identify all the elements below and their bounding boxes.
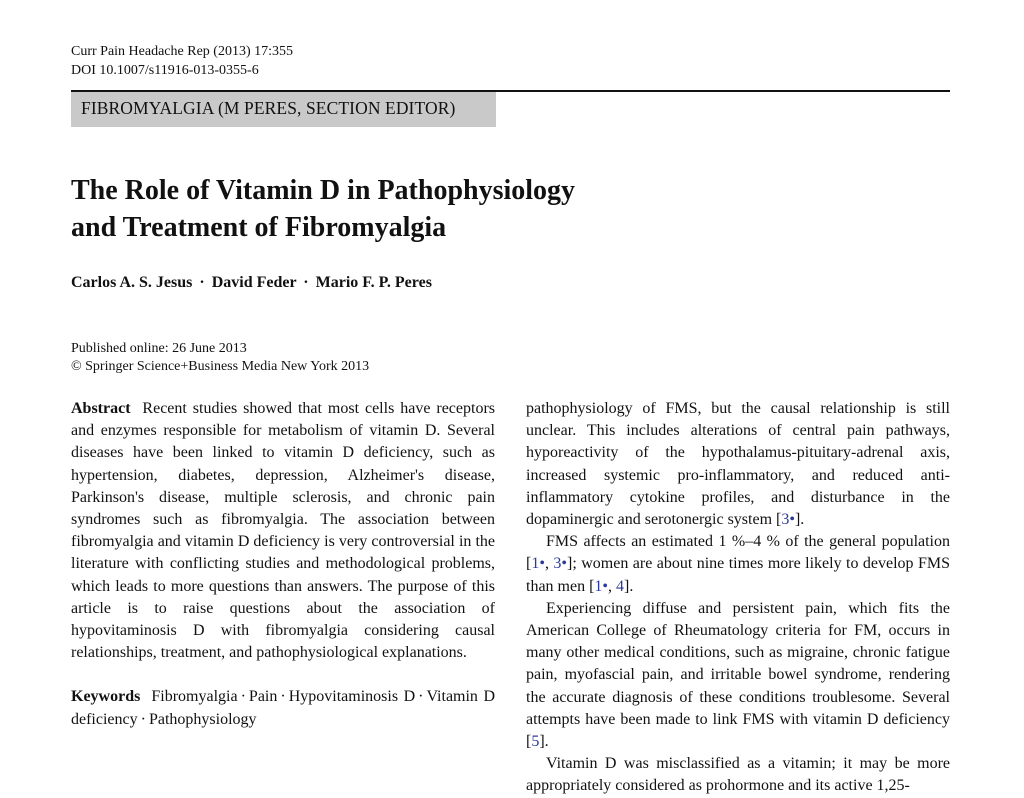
abstract-text: Recent studies showed that most cells have receptors and enzymes responsible for metabolism of vitamin D. Several diseases have been linked to vitamin D deficiency, such as hypertension, diabetes, depression, Alzheimer's disease, Parkinson's disease, multiple sclerosis, and chronic pain syndromes such as fibromyalgia. The association between fibromyalgia and vitamin D deficiency is very controversial in the literature with conflicting studies and methodological problems, which leads to more questions than answers. The purpose of this article is to raise questions about the association of hypovitaminosis D with fibromyalgia considering causal relationships, treatment, and pathophysiological explanations.	[71, 400, 495, 662]
copyright: © Springer Science+Business Media New York 2013	[71, 359, 370, 374]
author-separator: ·	[199, 274, 205, 291]
journal-header	[71, 42, 293, 80]
section-label: FIBROMYALGIA (M PERES, SECTION EDITOR)	[71, 92, 496, 127]
author-name: Carlos A. S. Jesus	[71, 274, 193, 291]
body-paragraph: pathophysiology of FMS, but the causal relationship is still unclear. This includes alterations of central pain pathways, hyporeactivity of the hypothalamus-pituitary-adrenal axis, increased systemic pro-inflammatory, and reduced anti-inflammatory cytokine profiles, and disturbance in the dopaminergic and serotonergic system [3•].	[526, 400, 950, 529]
keyword: Pathophysiology	[148, 710, 257, 728]
citation-link[interactable]: 1•	[594, 577, 609, 595]
author-name: David Feder	[211, 274, 297, 291]
doi: DOI 10.1007/s11916-013-0355-6	[71, 63, 259, 78]
article-title	[71, 172, 771, 246]
citation-link[interactable]: 3•	[781, 511, 795, 529]
journal-citation: Curr Pain Headache Rep (2013) 17:355	[71, 44, 293, 59]
keywords: Keywords Fibromyalgia · Pain · Hypovitaminosis D · Vitamin D deficiency · Pathophysiology	[71, 688, 496, 728]
published-date: Published online: 26 June 2013	[71, 341, 247, 356]
citation-link[interactable]: 5	[531, 733, 540, 751]
keyword: Fibromyalgia	[151, 688, 238, 706]
body-paragraph: Vitamin D was misclassified as a vitamin; it may be more appropriately considered as prohormone and its active 1,25-	[526, 755, 950, 795]
author-separator: ·	[303, 274, 309, 291]
keyword: Pain	[248, 688, 278, 706]
left-column	[71, 398, 495, 731]
author-name: Mario F. P. Peres	[315, 274, 432, 291]
title-line-1: The Role of Vitamin D in Pathophysiology	[71, 175, 576, 206]
keyword: Vitamin D deficiency	[71, 688, 496, 728]
abstract	[71, 398, 495, 664]
citation-link[interactable]: 1•	[531, 555, 545, 573]
citation-link[interactable]: 3•	[553, 555, 567, 573]
keyword: Hypovitaminosis D	[288, 688, 416, 706]
author-list	[71, 274, 432, 292]
body-paragraph: Experiencing diffuse and persistent pain, which fits the American College of Rheumatology criteria for FM, occurs in many other medical conditions, such as migraine, chronic fatigue pain, myofascial pain, and irritable bowel syndrome, rendering the accurate diagnosis of these conditions troublesome. Several attempts have been made to link FMS with vitamin D deficiency [5].	[526, 599, 950, 751]
keywords-label: Keywords	[71, 688, 141, 706]
body-paragraph: FMS affects an estimated 1 %–4 % of the general population [1•, 3•]; women are about nine times more likely to develop FMS than men [1•, 4].	[526, 533, 951, 595]
title-line-2: and Treatment of Fibromyalgia	[71, 212, 447, 243]
right-column	[526, 398, 950, 798]
publication-info	[71, 340, 369, 376]
abstract-label: Abstract	[71, 400, 131, 417]
citation-link[interactable]: 4	[616, 577, 625, 595]
